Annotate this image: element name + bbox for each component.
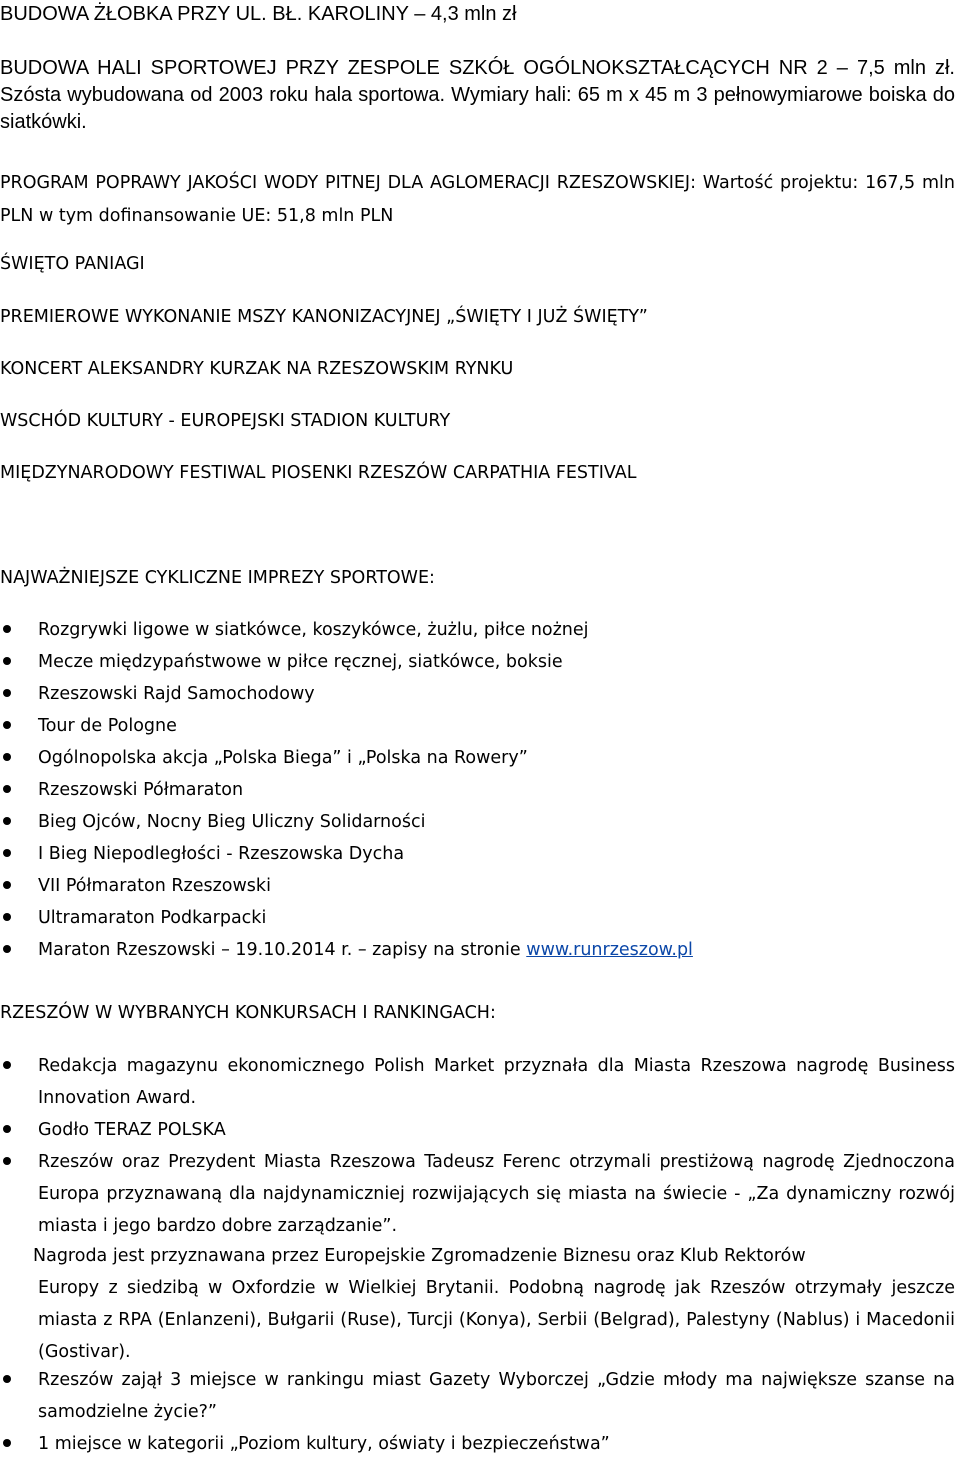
bullet-icon — [3, 881, 11, 889]
bullet-icon — [3, 817, 11, 825]
event-mass-premiere: PREMIEROWE WYKONANIE MSZY KANONIZACYJNEJ „ŚWIĘTY I JUŻ ŚWIĘTY” — [0, 307, 648, 327]
bullet-icon — [3, 785, 11, 793]
sports-heading: NAJWAŻNIEJSZE CYKLICZNE IMPREZY SPORTOWE: — [0, 568, 435, 588]
bullet-icon — [3, 945, 11, 953]
list-item: Rozgrywki ligowe w siatkówce, koszykówce, żużlu, piłce nożnej — [0, 614, 955, 646]
project-nursery: BUDOWA ŻŁOBKA PRZY UL. BŁ. KAROLINY – 4,3 mln zł — [0, 3, 517, 25]
list-item: Tour de Pologne — [0, 710, 955, 742]
bullet-icon — [3, 849, 11, 857]
rankings-list-a — [0, 1050, 955, 1242]
list-item: I Bieg Niepodległości - Rzeszowska Dycha — [0, 838, 955, 870]
bullet-icon — [3, 913, 11, 921]
bullet-icon — [3, 753, 11, 761]
list-item: Rzeszowski Rajd Samochodowy — [0, 678, 955, 710]
bullet-icon — [3, 1061, 11, 1069]
bullet-icon — [3, 1375, 11, 1383]
bullet-icon — [3, 721, 11, 729]
runrzeszow-link[interactable]: www.runrzeszow.pl — [526, 940, 693, 960]
bullet-icon — [3, 1125, 11, 1133]
project-sports-hall: BUDOWA HALI SPORTOWEJ PRZY ZESPOLE SZKÓŁ OGÓLNOKSZTAŁCĄCYCH NR 2 – 7,5 mln zł. Szósta wybudowana od 2003 roku hala sportowa. Wymiary hali: 65 m x 45 m 3 pełnowymiarowe boiska do siatkówki. — [0, 57, 955, 133]
list-item: Maraton Rzeszowski – 19.10.2014 r. – zapisy na stronie www.runrzeszow.pl — [0, 934, 955, 966]
bullet-icon — [3, 657, 11, 665]
award-note: Nagroda jest przyznawana przez Europejskie Zgromadzenie Biznesu oraz Klub Rektorów Europy z siedzibą w Oxfordzie w Wielkiej Brytanii. Podobną nagrodę jak Rzeszów otrzymały jeszcze miasta z RPA (Enlanzeni), Bułgarii (Ruse), Turcji (Konya), Serbii (Belgrad), Palestyny (Nablus) i Macedonii (Gostivar). — [33, 1246, 955, 1362]
list-item: Rzeszowski Półmaraton — [0, 774, 955, 806]
list-item: Mecze międzypaństwowe w piłce ręcznej, siatkówce, boksie — [0, 646, 955, 678]
event-culture-stadium: WSCHÓD KULTURY - EUROPEJSKI STADION KULTURY — [0, 411, 451, 431]
rankings-list-b — [0, 1364, 955, 1460]
list-item: Ultramaraton Podkarpacki — [0, 902, 955, 934]
event-kurzak-concert: KONCERT ALEKSANDRY KURZAK NA RZESZOWSKIM RYNKU — [0, 359, 514, 379]
bullet-icon — [3, 1439, 11, 1447]
bullet-icon — [3, 689, 11, 697]
bullet-icon — [3, 625, 11, 633]
event-paniaga: ŚWIĘTO PANIAGI — [0, 254, 145, 274]
bullet-icon — [3, 1157, 11, 1165]
list-item: VII Półmaraton Rzeszowski — [0, 870, 955, 902]
list-item: 1 miejsce w kategorii „Poziom kultury, oświaty i bezpieczeństwa” — [0, 1428, 955, 1460]
list-item: Ogólnopolska akcja „Polska Biega” i „Polska na Rowery” — [0, 742, 955, 774]
list-item: Bieg Ojców, Nocny Bieg Uliczny Solidarności — [0, 806, 955, 838]
sports-list — [0, 614, 955, 966]
rankings-heading: RZESZÓW W WYBRANYCH KONKURSACH I RANKINGACH: — [0, 1003, 496, 1023]
event-carpathia-festival: MIĘDZYNARODOWY FESTIWAL PIOSENKI RZESZÓW CARPATHIA FESTIVAL — [0, 463, 637, 483]
project-water-program: PROGRAM POPRAWY JAKOŚCI WODY PITNEJ DLA AGLOMERACJI RZESZOWSKIEJ: Wartość projektu: 167,5 mln PLN w tym dofinansowanie UE: 51,8 mln PLN — [0, 173, 955, 226]
list-item: Rzeszów oraz Prezydent Miasta Rzeszowa Tadeusz Ferenc otrzymali prestiżową nagrodę Zjednoczona Europa przyznawaną dla najdynamiczniej rozwijających się miasta na świecie - „Za dynamiczny rozwój miasta i jego bardzo dobre zarządzanie”. — [0, 1146, 955, 1242]
list-item: Rzeszów zajął 3 miejsce w rankingu miast Gazety Wyborczej „Gdzie młody ma największe szanse na samodzielne życie?” — [0, 1364, 955, 1428]
list-item: Redakcja magazynu ekonomicznego Polish Market przyznała dla Miasta Rzeszowa nagrodę Business Innovation Award. — [0, 1050, 955, 1114]
list-item: Godło TERAZ POLSKA — [0, 1114, 955, 1146]
